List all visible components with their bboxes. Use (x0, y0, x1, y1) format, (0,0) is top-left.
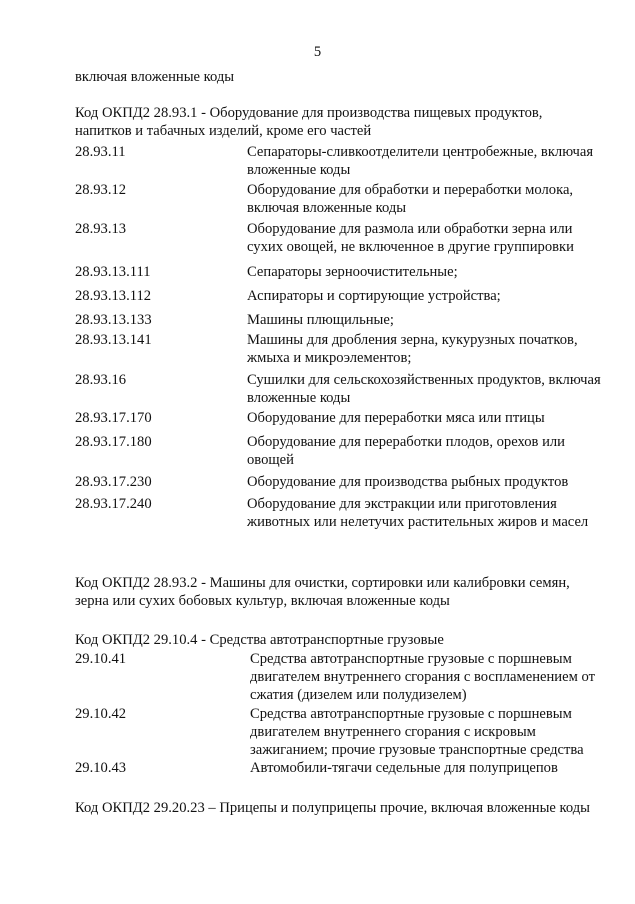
item-code: 28.93.11 (75, 144, 126, 160)
item-description: Сушилки для сельскохозяйственных продуктов, включая вложенные коды (247, 372, 601, 406)
item-code: 28.93.13.111 (75, 264, 151, 280)
item-code: 28.93.17.170 (75, 410, 152, 426)
item-description: Сепараторы-сливкоотделители центробежные, включая вложенные коды (247, 144, 594, 178)
item-description: Оборудование для размола или обработки зерна или сухих овощей, не включенное в другие группировки (247, 221, 574, 255)
item-description: Оборудование для переработки плодов, орехов или овощей (247, 434, 565, 468)
item-description: Средства автотранспортные грузовые с поршневым двигателем внутреннего сгорания с воспламенением от сжатия (дизелем или полудизелем) (250, 651, 595, 703)
item-description: Машины плющильные; (247, 312, 394, 328)
intro-text: включая вложенные коды (75, 69, 235, 85)
section-heading-29-20-23: Код ОКПД2 29.20.23 – Прицепы и полуприцепы прочие, включая вложенные коды (75, 800, 590, 816)
item-code: 28.93.12 (75, 182, 127, 198)
item-code: 29.10.41 (75, 651, 127, 667)
item-code: 28.93.17.180 (75, 434, 152, 450)
item-code: 29.10.43 (75, 760, 127, 776)
item-description: Машины для дробления зерна, кукурузных початков, жмыха и микроэлементов; (247, 332, 578, 366)
page-number: 5 (313, 44, 322, 60)
section-heading-29-10-4: Код ОКПД2 29.10.4 - Средства автотранспортные грузовые (75, 632, 444, 648)
item-description: Оборудование для обработки и переработки молока, включая вложенные коды (247, 182, 574, 216)
item-code: 28.93.13 (75, 221, 127, 237)
section-heading-28-93-2: Код ОКПД2 28.93.2 - Машины для очистки, сортировки или калибровки семян, зерна или сухих бобовых культур, включая вложенные коды (75, 575, 570, 609)
item-code: 28.93.13.112 (75, 288, 152, 304)
item-code: 28.93.17.240 (75, 496, 152, 512)
item-description: Сепараторы зерноочистительные; (247, 264, 458, 280)
item-code: 29.10.42 (75, 706, 127, 722)
item-description: Оборудование для переработки мяса или птицы (247, 410, 545, 426)
item-description: Автомобили-тягачи седельные для полуприцепов (250, 760, 558, 776)
item-code: 28.93.13.141 (75, 332, 152, 348)
section-heading-28-93-1: Код ОКПД2 28.93.1 - Оборудование для производства пищевых продуктов, напитков и табачных изделий, кроме его частей (75, 105, 543, 139)
item-description: Оборудование для экстракции или приготовления животных или нелетучих растительных жиров и масел (247, 496, 589, 530)
item-description: Средства автотранспортные грузовые с поршневым двигателем внутреннего сгорания с искровым зажиганием; прочие грузовые транспортные средства (250, 706, 584, 758)
item-code: 28.93.16 (75, 372, 127, 388)
item-description: Аспираторы и сортирующие устройства; (247, 288, 501, 304)
item-description: Оборудование для производства рыбных продуктов (247, 474, 569, 490)
item-code: 28.93.13.133 (75, 312, 152, 328)
item-code: 28.93.17.230 (75, 474, 152, 490)
